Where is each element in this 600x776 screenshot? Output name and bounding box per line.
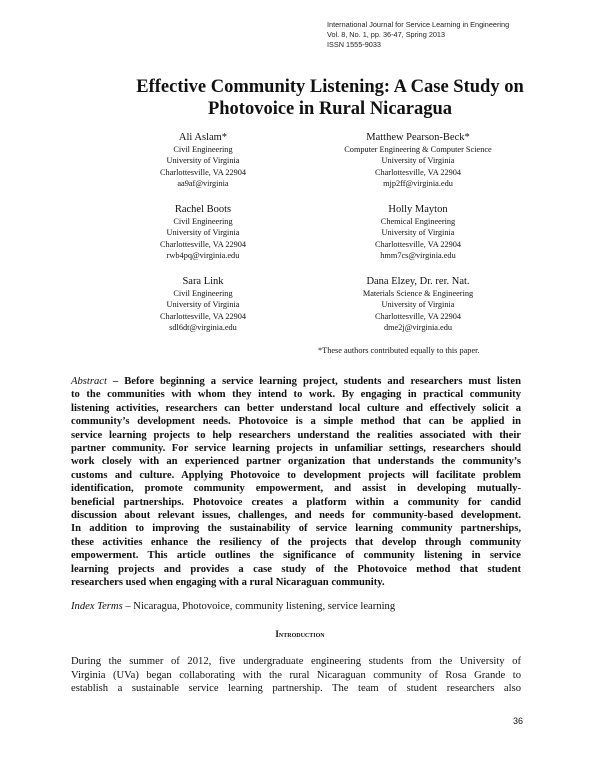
author-univ: University of Virginia	[166, 156, 240, 166]
abstract-line: empowerment. This article outlines the significance of community listening in service	[71, 550, 521, 562]
paragraph-line: During the summer of 2012, five undergraduate engineering students from the University of	[71, 656, 521, 667]
author-univ: University of Virginia	[381, 300, 455, 310]
paper-title	[100, 76, 560, 120]
author-name: Dana Elzey, Dr. rer. Nat.	[366, 276, 470, 287]
author-email: sdl6dt@virginia.edu	[169, 322, 237, 332]
author-univ: University of Virginia	[166, 228, 240, 238]
abstract-line: beneficial partnerships. Photovoice creates a platform within a community for candid	[71, 496, 521, 508]
paragraph-line: Virginia (UVa) began collaborating with the rural Nicaraguan community of Rosa Grande to	[71, 669, 521, 681]
abstract-line: In addition to improving the sustainability of service learning community partnerships,	[71, 523, 521, 535]
journal-volume: Vol. 8, No. 1, pp. 36-47, Spring 2013	[327, 30, 446, 39]
abstract-line: work closely with an experienced partner organization that understands the community’s	[71, 456, 521, 468]
abstract-line: customs and culture. Applying Photovoice to development projects will facilitate problem	[71, 469, 521, 481]
author-block	[298, 275, 538, 333]
journal-header	[327, 20, 509, 50]
author-dept: Materials Science & Engineering	[362, 289, 474, 298]
author-city: Charlottesville, VA 22904	[159, 239, 247, 249]
paragraph-line: establish a sustainable service learning partnership. The team of student researchers also	[71, 683, 521, 695]
page-number: 36	[513, 716, 524, 726]
author-name: Rachel Boots	[174, 204, 232, 215]
abstract-line: researchers used when engaging with a rural Nicaraguan community.	[71, 577, 385, 589]
author-block	[83, 131, 323, 189]
author-dept: Civil Engineering	[173, 289, 233, 298]
index-terms-label: Index Terms	[71, 601, 123, 612]
author-email: rwb4pq@virginia.edu	[166, 250, 240, 260]
author-city: Charlottesville, VA 22904	[374, 311, 462, 321]
title-line: Photovoice in Rural Nicaragua	[207, 99, 453, 119]
author-univ: University of Virginia	[381, 228, 455, 238]
author-dept: Civil Engineering	[173, 217, 233, 226]
abstract-line: identification, promote community empowerment, and assist in developing mutually-	[71, 483, 521, 495]
author-dept: Computer Engineering & Computer Science	[344, 145, 492, 154]
abstract-line: discussion about relevant issues, challenges, and needs for community-based development.	[71, 510, 521, 522]
author-dept: Civil Engineering	[173, 145, 233, 154]
abstract-label: Abstract	[71, 376, 107, 387]
title-line: Effective Community Listening: A Case Study on	[136, 77, 524, 97]
author-univ: University of Virginia	[381, 156, 455, 166]
abstract-line: these activities enhance the resiliency of the projects that develop through community	[71, 536, 521, 548]
author-name: Matthew Pearson-Beck*	[366, 132, 470, 143]
author-email: hmm7cs@virginia.edu	[380, 250, 456, 260]
journal-issn: ISSN 1555-9033	[327, 40, 381, 49]
abstract-text: – Before beginning a service learning project, students and researchers must listen	[112, 376, 521, 387]
index-terms-text: – Nicaragua, Photovoice, community listening, service learning	[122, 601, 396, 612]
index-terms	[71, 601, 395, 612]
abstract-line: community’s development needs. Photovoice is a simple method that can be applied in	[71, 416, 521, 428]
abstract-line: learning projects and provides a case study of the Photovoice method that student	[71, 563, 521, 575]
author-block	[298, 131, 538, 189]
abstract-line: listening activities, researchers can better understand local culture and effectively solicit a	[71, 402, 521, 414]
section-heading-introduction: Introduction	[275, 629, 325, 639]
journal-name: International Journal for Service Learning in Engineering	[327, 20, 510, 29]
abstract-line: partner community. For service learning projects in unfamiliar settings, researchers should	[71, 443, 521, 455]
author-name: Ali Aslam*	[178, 132, 228, 143]
author-univ: University of Virginia	[166, 300, 240, 310]
equal-contribution-footnote: *These authors contributed equally to this paper.	[318, 346, 480, 355]
author-block	[298, 203, 538, 261]
abstract-line	[71, 375, 521, 388]
author-block	[83, 275, 323, 333]
author-name: Sara Link	[182, 276, 224, 287]
author-name: Holly Mayton	[388, 204, 448, 215]
abstract	[71, 375, 521, 590]
abstract-line: to the communities with whom they intend to work. By engaging in practical community	[71, 389, 521, 401]
author-city: Charlottesville, VA 22904	[159, 167, 247, 177]
author-email: mjp2ff@virginia.edu	[383, 178, 453, 188]
introduction-body	[71, 655, 521, 696]
author-city: Charlottesville, VA 22904	[374, 239, 462, 249]
author-city: Charlottesville, VA 22904	[374, 167, 462, 177]
author-email: aa9af@virginia	[177, 178, 229, 188]
author-city: Charlottesville, VA 22904	[159, 311, 247, 321]
author-block	[83, 203, 323, 261]
author-dept: Chemical Engineering	[380, 217, 456, 226]
author-email: dme2j@virginia.edu	[383, 322, 453, 332]
abstract-line: service learning projects to help researchers understand the realities associated with their	[71, 429, 521, 441]
